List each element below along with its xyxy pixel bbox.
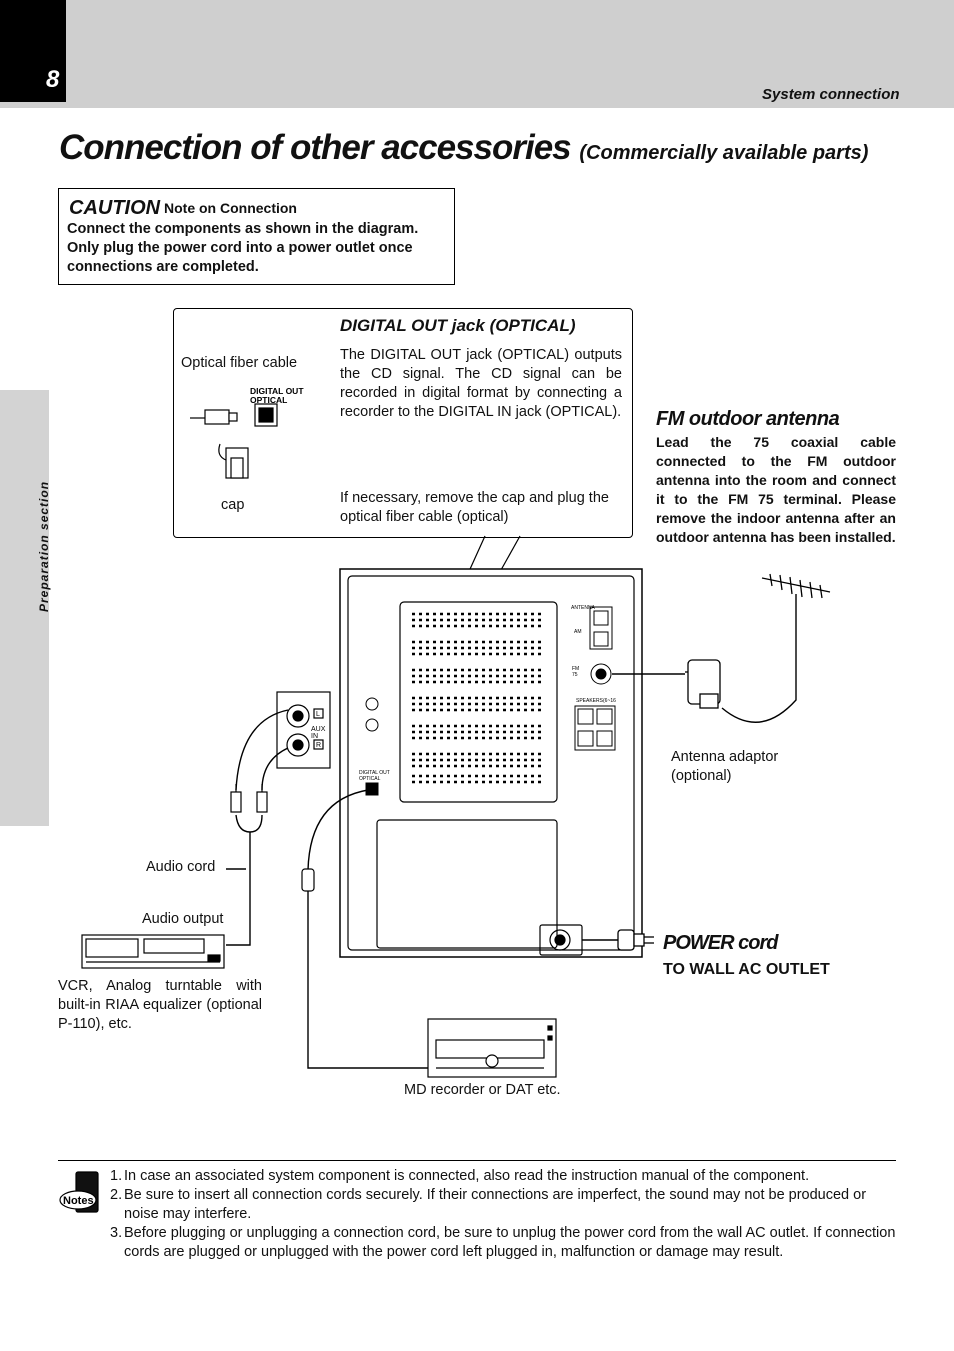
notes-divider: [58, 1160, 896, 1161]
aux-l-label: L: [316, 711, 320, 718]
aux-in-label-2: IN: [311, 733, 318, 740]
caution-note-title: Note on Connection: [164, 200, 297, 216]
audio-cord-label: Audio cord: [146, 859, 216, 875]
note-number: 3.: [110, 1225, 123, 1241]
fm-antenna-text: Lead the 75 coaxial cable connected to the FM outdoor antenna into the room and connect it to the FM 75 terminal. Please remove the indoor antenna after an outdoor antenna has been installed.: [656, 434, 896, 545]
notes-icon-label: Notes: [63, 1195, 94, 1207]
md-recorder-icon: [428, 1019, 556, 1077]
antenna-adaptor-label: Antenna adaptor: [671, 749, 779, 765]
note-number: 1.: [110, 1168, 123, 1184]
aux-in-label: AUX: [311, 726, 326, 733]
note-item-1: [110, 1167, 896, 1186]
rear-speakers-label: SPEAKERS(6~16: [576, 698, 616, 704]
antenna-adaptor-icon: [685, 660, 720, 708]
note-text: In case an associated system component is connected, also read the instruction manual of the component.: [124, 1168, 810, 1184]
wall-outlet-label: TO WALL AC OUTLET: [663, 961, 830, 978]
vcr-icon: [82, 935, 224, 968]
rear-fm75-label: 75: [572, 672, 578, 678]
antenna-adaptor-optional: (optional): [671, 768, 732, 784]
caution-text: Connect the components as shown in the diagram. Only plug the power cord into a power outlet once connections are completed.: [67, 221, 419, 275]
digital-out-title: DIGITAL OUT jack (OPTICAL): [340, 316, 576, 335]
page-title-main: Connection of other accessories: [59, 128, 571, 167]
vcr-description: VCR, Analog turntable with built-in RIAA equalizer (optional P-110), etc.: [58, 978, 262, 1032]
rear-optical-label: OPTICAL: [359, 776, 381, 782]
fm-antenna-title: FM outdoor antenna: [656, 408, 840, 430]
md-recorder-label: MD recorder or DAT etc.: [404, 1082, 561, 1098]
notes-list: [110, 1167, 896, 1262]
optical-jack-label: OPTICAL: [250, 395, 288, 405]
rear-digital-out-label: DIGITAL OUT: [359, 770, 390, 776]
note-item-3: [110, 1224, 896, 1262]
optical-plug-illustration: [190, 404, 277, 478]
rear-antenna-label: ANTENNA: [571, 605, 595, 611]
digital-out-jack-label: DIGITAL OUT: [250, 386, 304, 396]
cap-label: cap: [221, 497, 245, 513]
digital-out-cap-instruction: If necessary, remove the cap and plug the optical fiber cable (optical): [340, 490, 609, 525]
note-item-2: [110, 1186, 896, 1224]
rca-plugs: [231, 784, 314, 891]
digital-out-description: The DIGITAL OUT jack (OPTICAL) outputs the CD signal. The CD signal can be recorded in digital format by connecting a recorder to the DIGITAL IN jack (OPTICAL).: [340, 347, 622, 420]
power-cord-title: POWER cord: [663, 932, 778, 954]
section-title: System connection: [762, 86, 900, 103]
page-number: 8: [46, 66, 60, 93]
page-subtitle: (Commercially available parts): [579, 142, 869, 164]
rear-am-label: AM: [574, 629, 582, 635]
audio-output-label: Audio output: [142, 911, 224, 927]
aux-r-label: R: [316, 742, 322, 749]
optical-fiber-label: Optical fiber cable: [181, 355, 298, 371]
caution-heading: CAUTION: [69, 197, 161, 219]
rear-fm-label: FM: [572, 666, 580, 672]
side-tab-label: Preparation section: [37, 480, 51, 612]
note-text: Be sure to insert all connection cords securely. If their connections are imperfect, the sound may not be produced or noise may interfere.: [124, 1187, 867, 1222]
note-text: Before plugging or unplugging a connection cord, be sure to unplug the power cord from the wall AC outlet. If connection cords are plugged or unplugged with the power cord left plugged in, malfunction or damage may result.: [124, 1225, 896, 1260]
note-number: 2.: [110, 1187, 123, 1203]
